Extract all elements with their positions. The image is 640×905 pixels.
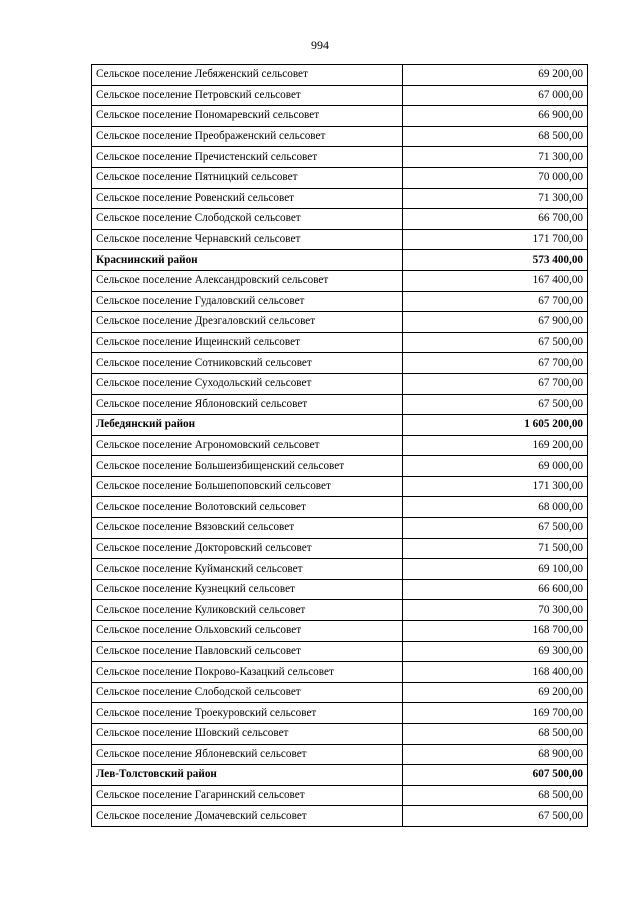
table-row [92, 209, 588, 230]
settlement-name: Сельское поселение Куликовский сельсовет [92, 600, 403, 621]
settlement-name: Сельское поселение Кузнецкий сельсовет [92, 579, 403, 600]
settlement-name: Сельское поселение Вязовский сельсовет [92, 518, 403, 539]
table-row [92, 65, 588, 86]
settlement-amount: 167 400,00 [403, 270, 588, 291]
table-row [92, 703, 588, 724]
table-row [92, 744, 588, 765]
settlement-name: Сельское поселение Пречистенский сельсовет [92, 147, 403, 168]
district-amount: 573 400,00 [403, 250, 588, 271]
settlement-amount: 169 700,00 [403, 703, 588, 724]
table-row [92, 291, 588, 312]
settlement-amount: 69 200,00 [403, 682, 588, 703]
settlement-name: Сельское поселение Пономаревский сельсовет [92, 106, 403, 127]
table-row [92, 353, 588, 374]
district-amount: 607 500,00 [403, 765, 588, 786]
table-row [92, 167, 588, 188]
table-row [92, 126, 588, 147]
settlement-amount: 66 600,00 [403, 579, 588, 600]
settlement-amount: 71 300,00 [403, 147, 588, 168]
settlement-name: Сельское поселение Домачевский сельсовет [92, 806, 403, 827]
settlement-amount: 68 900,00 [403, 744, 588, 765]
settlement-amount: 70 000,00 [403, 167, 588, 188]
table-row [92, 682, 588, 703]
settlement-name: Сельское поселение Куйманский сельсовет [92, 559, 403, 580]
settlement-amount: 71 300,00 [403, 188, 588, 209]
table-row [92, 476, 588, 497]
settlement-amount: 69 200,00 [403, 65, 588, 86]
table-row [92, 621, 588, 642]
settlement-amount: 67 500,00 [403, 332, 588, 353]
table-row [92, 518, 588, 539]
table-row [92, 373, 588, 394]
table-row [92, 435, 588, 456]
table-row [92, 600, 588, 621]
table-row [92, 724, 588, 745]
settlement-amount: 171 300,00 [403, 476, 588, 497]
district-total-row [92, 415, 588, 436]
table-row [92, 188, 588, 209]
table-row [92, 394, 588, 415]
table-row [92, 270, 588, 291]
settlement-amount: 168 400,00 [403, 662, 588, 683]
settlement-amount: 67 000,00 [403, 85, 588, 106]
settlement-name: Сельское поселение Троекуровский сельсовет [92, 703, 403, 724]
settlement-name: Сельское поселение Ровенский сельсовет [92, 188, 403, 209]
district-amount: 1 605 200,00 [403, 415, 588, 436]
settlement-name: Сельское поселение Шовский сельсовет [92, 724, 403, 745]
settlement-amount: 69 000,00 [403, 456, 588, 477]
settlement-amount: 69 300,00 [403, 641, 588, 662]
settlement-name: Сельское поселение Павловский сельсовет [92, 641, 403, 662]
settlement-name: Сельское поселение Александровский сельсовет [92, 270, 403, 291]
settlement-name: Сельское поселение Слободской сельсовет [92, 209, 403, 230]
settlement-name: Сельское поселение Суходольский сельсовет [92, 373, 403, 394]
table-row [92, 806, 588, 827]
table-row [92, 579, 588, 600]
district-total-row [92, 250, 588, 271]
settlement-amount: 68 000,00 [403, 497, 588, 518]
settlement-amount: 168 700,00 [403, 621, 588, 642]
budget-allocation-table [91, 64, 588, 827]
settlement-name: Сельское поселение Слободской сельсовет [92, 682, 403, 703]
settlement-name: Сельское поселение Лебяженский сельсовет [92, 65, 403, 86]
settlement-name: Сельское поселение Докторовский сельсовет [92, 538, 403, 559]
settlement-name: Сельское поселение Ольховский сельсовет [92, 621, 403, 642]
settlement-amount: 71 500,00 [403, 538, 588, 559]
settlement-amount: 70 300,00 [403, 600, 588, 621]
settlement-name: Сельское поселение Чернавский сельсовет [92, 229, 403, 250]
settlement-name: Сельское поселение Преображенский сельсовет [92, 126, 403, 147]
settlement-amount: 67 500,00 [403, 806, 588, 827]
table-row [92, 497, 588, 518]
settlement-name: Сельское поселение Агрономовский сельсовет [92, 435, 403, 456]
district-name: Лев-Толстовский район [92, 765, 403, 786]
settlement-amount: 67 900,00 [403, 312, 588, 333]
settlement-name: Сельское поселение Сотниковский сельсовет [92, 353, 403, 374]
settlement-amount: 68 500,00 [403, 785, 588, 806]
table-row [92, 147, 588, 168]
table-row [92, 229, 588, 250]
settlement-amount: 171 700,00 [403, 229, 588, 250]
settlement-amount: 67 500,00 [403, 518, 588, 539]
settlement-name: Сельское поселение Большепоповский сельсовет [92, 476, 403, 497]
table-row [92, 332, 588, 353]
table-row [92, 641, 588, 662]
settlement-name: Сельское поселение Волотовский сельсовет [92, 497, 403, 518]
table-row [92, 785, 588, 806]
table-row [92, 538, 588, 559]
settlement-name: Сельское поселение Ищеинский сельсовет [92, 332, 403, 353]
settlement-amount: 67 700,00 [403, 373, 588, 394]
district-total-row [92, 765, 588, 786]
table-row [92, 456, 588, 477]
settlement-amount: 66 700,00 [403, 209, 588, 230]
page-number: 994 [311, 38, 329, 52]
settlement-name: Сельское поселение Покрово-Казацкий сельсовет [92, 662, 403, 683]
settlement-name: Сельское поселение Гагаринский сельсовет [92, 785, 403, 806]
settlement-name: Сельское поселение Яблоневский сельсовет [92, 744, 403, 765]
table-row [92, 312, 588, 333]
settlement-amount: 66 900,00 [403, 106, 588, 127]
settlement-name: Сельское поселение Пятницкий сельсовет [92, 167, 403, 188]
district-name: Краснинский район [92, 250, 403, 271]
settlement-amount: 169 200,00 [403, 435, 588, 456]
settlement-name: Сельское поселение Петровский сельсовет [92, 85, 403, 106]
table-row [92, 106, 588, 127]
settlement-name: Сельское поселение Большеизбищенский сельсовет [92, 456, 403, 477]
table-row [92, 662, 588, 683]
settlement-name: Сельское поселение Яблоновский сельсовет [92, 394, 403, 415]
settlement-amount: 68 500,00 [403, 126, 588, 147]
settlement-amount: 67 700,00 [403, 353, 588, 374]
settlement-amount: 67 500,00 [403, 394, 588, 415]
settlement-name: Сельское поселение Гудаловский сельсовет [92, 291, 403, 312]
district-name: Лебедянский район [92, 415, 403, 436]
settlement-amount: 67 700,00 [403, 291, 588, 312]
settlement-amount: 68 500,00 [403, 724, 588, 745]
settlement-amount: 69 100,00 [403, 559, 588, 580]
settlement-name: Сельское поселение Дрезгаловский сельсовет [92, 312, 403, 333]
table-row [92, 559, 588, 580]
table-body [92, 65, 588, 827]
table-row [92, 85, 588, 106]
